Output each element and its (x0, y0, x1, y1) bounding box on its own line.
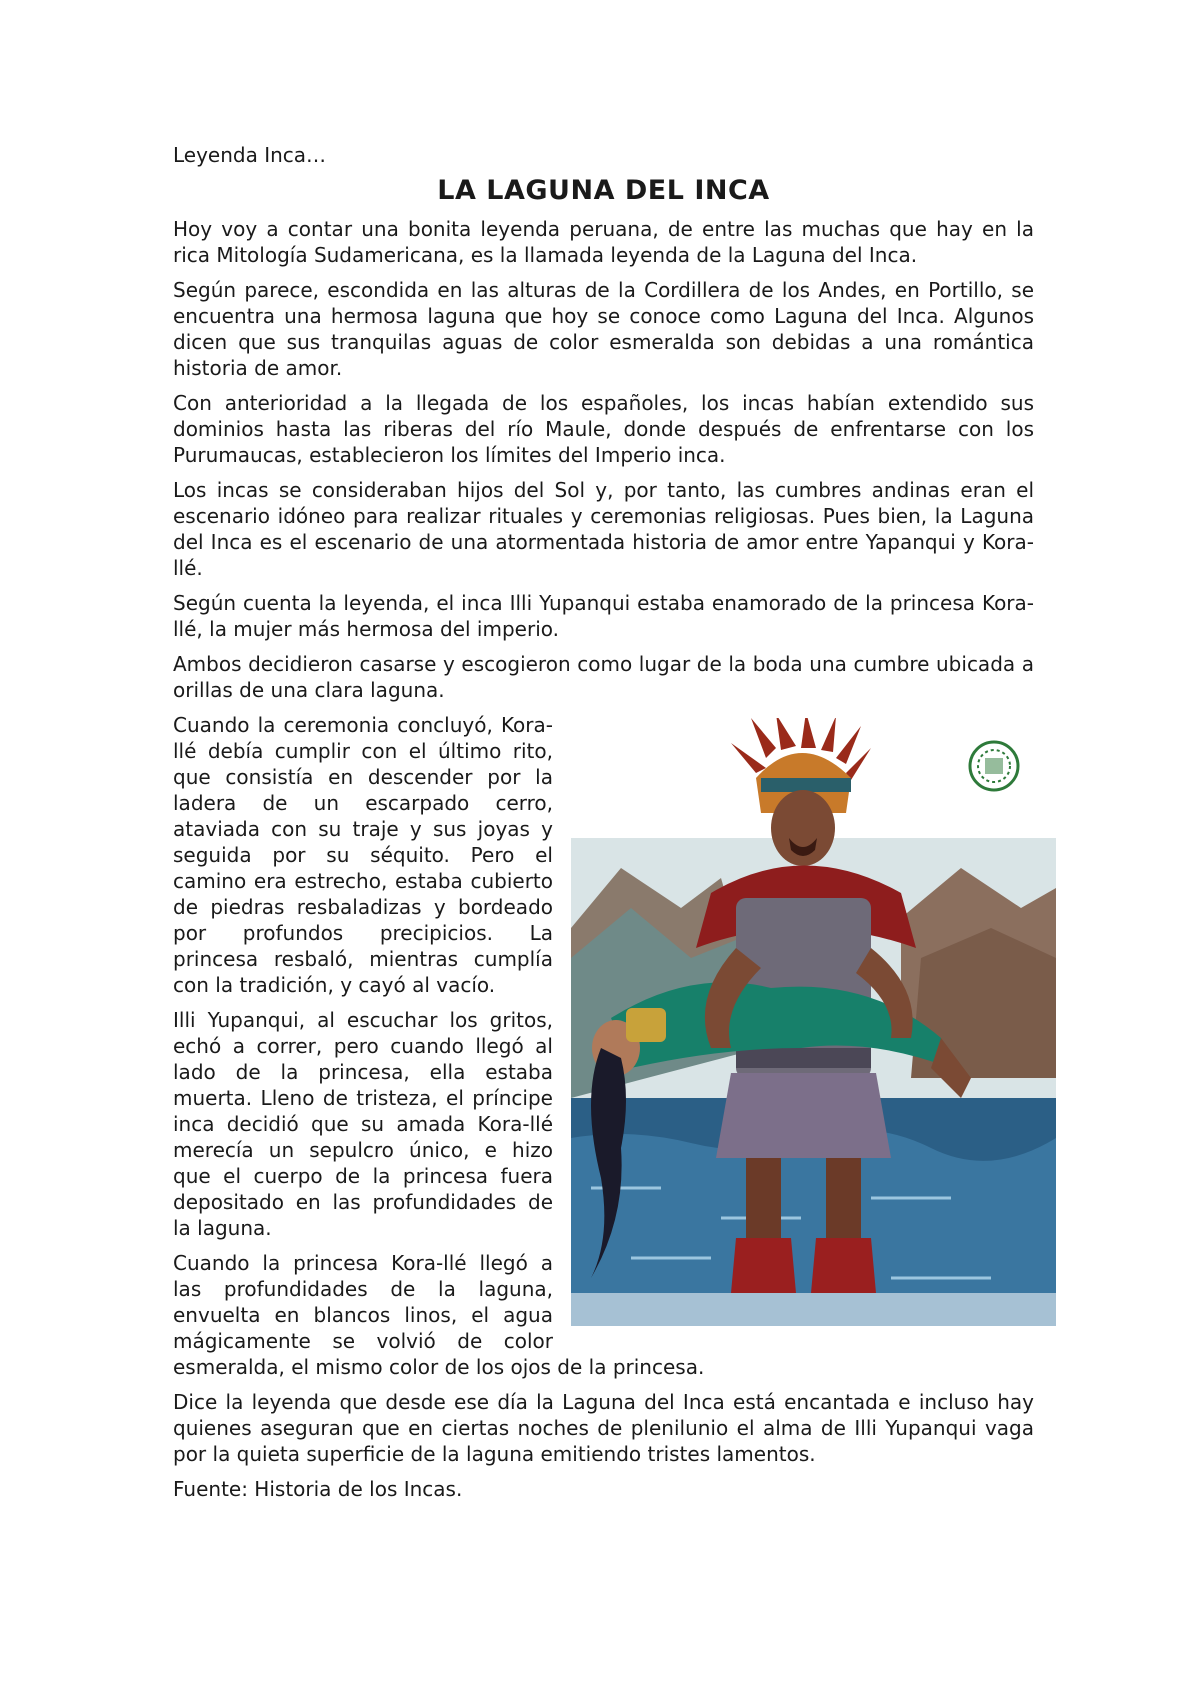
paragraph: Illi Yupanqui, al escuchar los gritos, echó a correr, pero cuando llegó al lado de la princesa, ella estaba muerta. Lleno de tristeza, el príncipe inca decidió que su amada Kora-llé merecía un sepulcro único, e hizo que el cuerpo de la princesa fuera depositado en las profundidades de la laguna. (173, 1008, 553, 1240)
paragraph: Según cuenta la leyenda, el inca Illi Yupanqui estaba enamorado de la princesa Kora-llé, la mujer más hermosa del imperio. (173, 591, 1034, 641)
paragraph: Con anterioridad a la llegada de los españoles, los incas habían extendido sus dominios hasta las riberas del río Maule, donde después de enfrentarse con los Purumaucas, establecieron los límites del Imperio inca. (173, 391, 1034, 467)
seal-badge (970, 742, 1018, 790)
source-line: Fuente: Historia de los Incas. (173, 1477, 463, 1501)
paragraph: Cuando la princesa Kora-llé llegó a las profundidades de la laguna, envuelta en blancos linos, el agua mágicamente se volvió de color esmeralda, el mismo color de los ojos de la princesa. (173, 1251, 705, 1379)
paragraph: Ambos decidieron casarse y escogieron como lugar de la boda una cumbre ubicada a orillas de una clara laguna. (173, 652, 1034, 702)
paragraph: Según parece, escondida en las alturas de la Cordillera de los Andes, en Portillo, se encuentra una hermosa laguna que hoy se conoce como Laguna del Inca. Algunos dicen que sus tranquilas aguas de color esmeralda son debidas a una romántica historia de amor. (173, 278, 1034, 380)
paragraph: Cuando la ceremonia concluyó, Kora-llé debía cumplir con el último rito, que consistía en descender por la ladera de un escarpado cerro, ataviada con su traje y sus joyas y seguida por su séquito. Pero el camino era estrecho, estaba cubierto de piedras resbaladizas y bordeado por profundos precipicios. La princesa resbaló, mientras cumplía con la tradición, y cayó al vacío. (173, 713, 553, 997)
document-title: LA LAGUNA DEL INCA (437, 175, 770, 206)
kicker-text: Leyenda Inca… (173, 143, 327, 167)
illustration-svg (571, 718, 1056, 1326)
paragraph: Hoy voy a contar una bonita leyenda peruana, de entre las muchas que hay en la rica Mitología Sudamericana, es la llamada leyenda de la Laguna del Inca. (173, 217, 1034, 267)
paragraph: Los incas se consideraban hijos del Sol y, por tanto, las cumbres andinas eran el escenario idóneo para realizar rituales y ceremonias religiosas. Pues bien, la Laguna del Inca es el escenario de una atormentada historia de amor entre Yapanqui y Kora-llé. (173, 478, 1034, 580)
inca-illustration (571, 718, 1056, 1326)
paragraph: Dice la leyenda que desde ese día la Laguna del Inca está encantada e incluso hay quienes aseguran que en ciertas noches de plenilunio el alma de Illi Yupanqui vaga por la quieta superficie de la laguna emitiendo tristes lamentos. (173, 1390, 1034, 1466)
